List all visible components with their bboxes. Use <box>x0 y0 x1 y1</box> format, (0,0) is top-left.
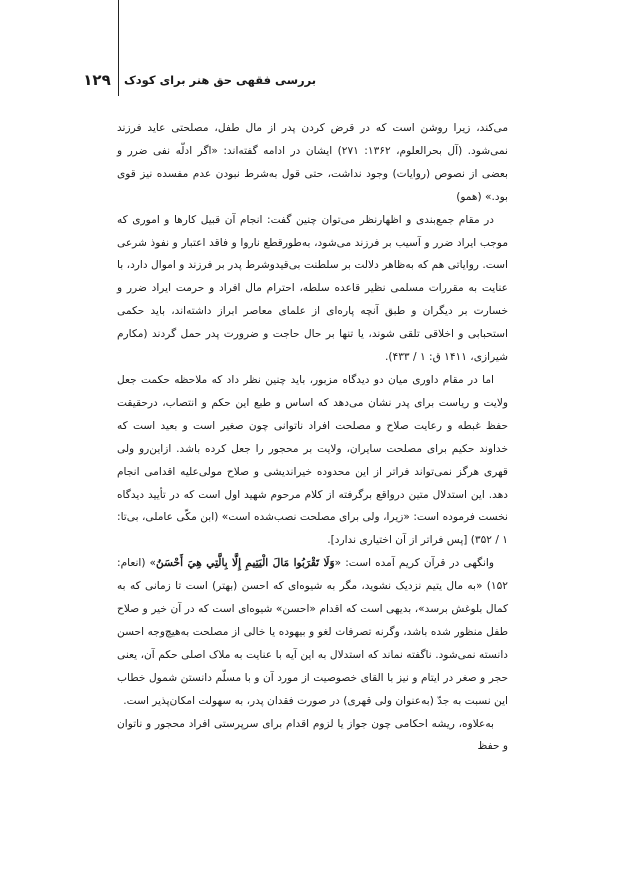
paragraph-text: وانگهی در قرآن کریم آمده است: « <box>334 557 494 570</box>
paragraph-4 <box>117 552 508 712</box>
body-text <box>117 117 508 758</box>
page-number: ۱۲۹ <box>83 71 111 89</box>
paragraph-text: در مقام جمع‌بندی و اظهارنظر می‌توان چنین گفت: انجام آن قبیل کارها و اموری که موجب ایراد ضرر و آسیب بر فرزند می‌شود، به‌طورقطع ناروا و فاقد اعتبار و نفوذ شرعی است. روایاتی هم که به‌ظاهر دلالت بر سلطنت بی‌قیدوشرط پدر بر فرزند و اموال دارد، با عنایت به مقررات مسلمی نظیر قاعده سلطه، احترام مال افراد و حرمت ایراد ضرر و خسارت بر دیگران و طبق آنچه پاره‌ای از علمای معاصر ابراز داشته‌اند، باید حکمی استحبابی و اخلاقی تلقی شوند، یا تنها بر حال حاجت و ضرورت پدر حمل گردند (مکارم شیرازی، ۱۴۱۱ ق: ۱ / ۴۳۳). <box>117 213 508 364</box>
paragraph-2 <box>117 209 508 369</box>
quran-verse: وَلَا تَقْرَبُوا مَالَ الْيَتِيمِ إِلَّا بِالَّتِي هِيَ أَحْسَنُ <box>156 557 335 570</box>
paragraph-text: اما در مقام داوری میان دو دیدگاه مزبور، باید چنین نظر داد که ملاحظه حکمت جعل ولایت و ریاست برای پدر نشان می‌دهد که اساس و طبع این حکم و انتصاب، درحقیقت حفظ غبطه و رعایت صلاح و مصلحت افراد ناتوانی چون صغیر است و بعید است که خداوند حکیم برای مصلحت سایران، ولایت بر محجور را جعل کرده باشد. ازاین‌رو ولی قهری هرگز نمی‌تواند فراتر از این محدوده خیراندیشی و صلاح مولی‌علیه اقدامی انجام دهد. این استدلال متین درواقع برگرفته از کلام مرحوم شهید اول است که در تأیید دیدگاه نخست فرموده است: «زیرا، ولی برای مصلحت نصب‌شده است» (ابن مکّی عاملی، بی‌تا: ۱ / ۳۵۲) [پس فراتر از آن اختیاری ندارد]. <box>117 373 508 547</box>
paragraph-text: » (انعام: ۱۵۲) «به مال یتیم نزدیک نشوید، مگر به شیوه‌ای که احسن (بهتر) است تا زمانی که به کمال بلوغش برسد»، بدیهی است که اقدام «احسن» شیوه‌ای است که در آن خیر و صلاح طفل منظور شده باشد، وگرنه تصرفات لغو و بیهوده یا خالی از مصلحت به‌هیچ‌وجه احسن دانسته نمی‌شود. ناگفته نماند که استدلال به این آیه با عنایت به ملاک اصلی حکم آن، یعنی حجر و صغر در ایتام و نیز با القای خصوصیت از مورد آن و با مسلّم دانستن شمول خطاب این نسبت به جدّ (به‌عنوان ولی قهری) در صورت فقدان پدر، به سهولت امکان‌پذیر است. <box>117 557 508 707</box>
paragraph-1 <box>117 117 508 209</box>
paragraph-5 <box>117 713 508 759</box>
paragraph-text: به‌علاوه، ریشه احکامی چون جواز یا لزوم اقدام برای سرپرستی افراد محجور و ناتوان و حفظ <box>117 717 508 753</box>
paragraph-text: می‌کند، زیرا روشن است که در قرض کردن پدر از مال طفل، مصلحتی عاید فرزند نمی‌شود. (آل بحرالعلوم، ۱۳۶۲: ۲۷۱) ایشان در ادامه گفته‌اند: «اگر ادلّه نفی ضرر و بعضی از نصوص (روایات) وجود نداشت، حتی قول به‌شرط نبودن عدم مفسده نیز قوی بود.» (همو) <box>117 122 508 203</box>
running-title: بررسی فقهی حق هنر برای کودک <box>124 73 317 87</box>
header-divider <box>118 0 119 96</box>
paragraph-3 <box>117 369 508 552</box>
